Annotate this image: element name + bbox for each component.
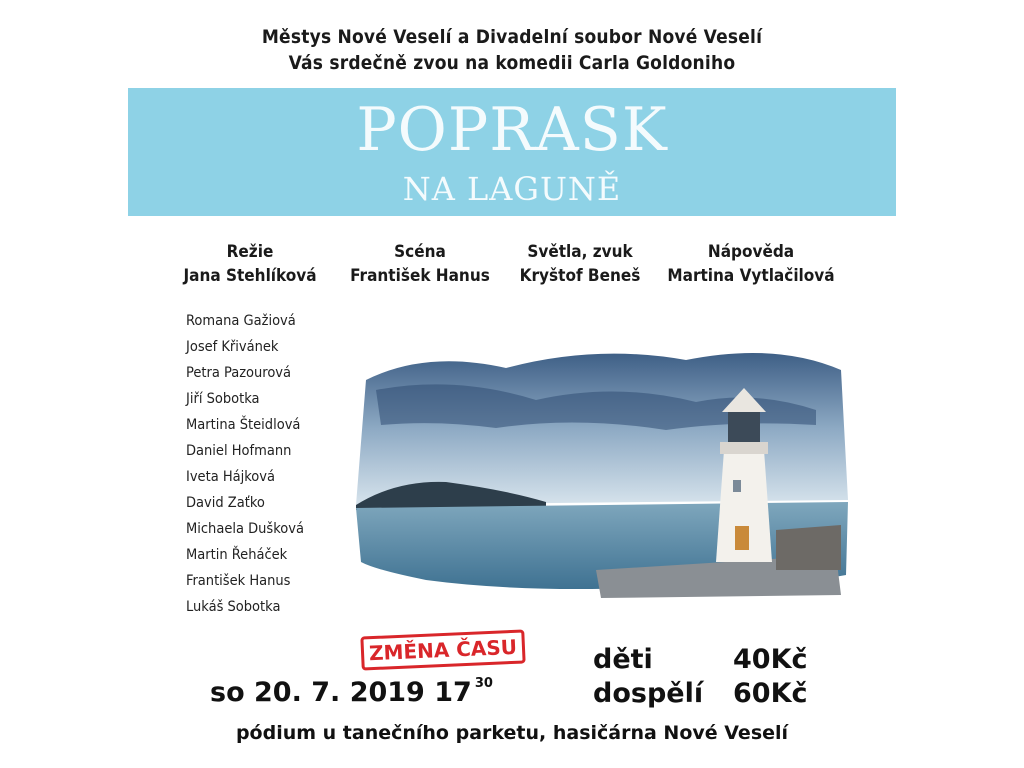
play-title: POPRASK [356,95,668,165]
cast-list [186,308,304,620]
crew-role: Světla, zvuk [527,242,633,262]
invitation-line-1: Městys Nové Veselí a Divadelní soubor Nové Veselí [261,26,763,48]
cast-member: Iveta Hájková [186,469,275,485]
event-datetime [210,676,493,708]
price-value-children: 40Kč [733,644,808,675]
cast-member: David Zaťko [186,495,265,511]
crew-name: Jana Stehlíková [183,266,317,286]
crew-role: Scéna [394,242,446,262]
cast-member: Michaela Dušková [186,521,304,537]
venue: pódium u tanečního parketu, hasičárna Nové Veselí [235,722,789,744]
time-change-stamp: ZMĚNA ČASU [360,629,525,670]
crew-lights-sound [510,240,650,288]
price-label-adults: dospělí [593,678,704,709]
crew-role: Režie [226,242,274,262]
lighthouse-illustration [336,330,856,620]
crew-name: Kryštof Beneš [519,266,641,286]
title-banner [128,88,896,216]
crew-director [180,240,320,288]
cast-member: Petra Pazourová [186,365,292,381]
cast-member: Josef Křivánek [186,339,279,355]
invitation-line-2: Vás srdečně zvou na komedii Carla Goldoniho [288,52,736,74]
cast-member: František Hanus [186,573,291,589]
crew-role: Nápověda [707,242,795,262]
event-time-minutes: 30 [474,676,493,691]
cast-member: Romana Gažiová [186,313,296,329]
crew-prompter [666,240,836,288]
cast-member: Martina Šteidlová [186,417,301,433]
play-subtitle: NA LAGUNĚ [402,170,622,208]
cast-member: Martin Řeháček [186,547,288,563]
cast-member: Jiří Sobotka [186,391,260,407]
crew-name: František Hanus [350,266,490,286]
price-value-adults: 60Kč [733,678,808,709]
crew-name: Martina Vytlačilová [667,266,835,286]
event-date: so 20. 7. 2019 17 [210,677,472,708]
cast-member: Lukáš Sobotka [186,599,281,615]
crew-scenery [345,240,495,288]
cast-member: Daniel Hofmann [186,443,292,459]
price-label-children: děti [593,644,653,675]
